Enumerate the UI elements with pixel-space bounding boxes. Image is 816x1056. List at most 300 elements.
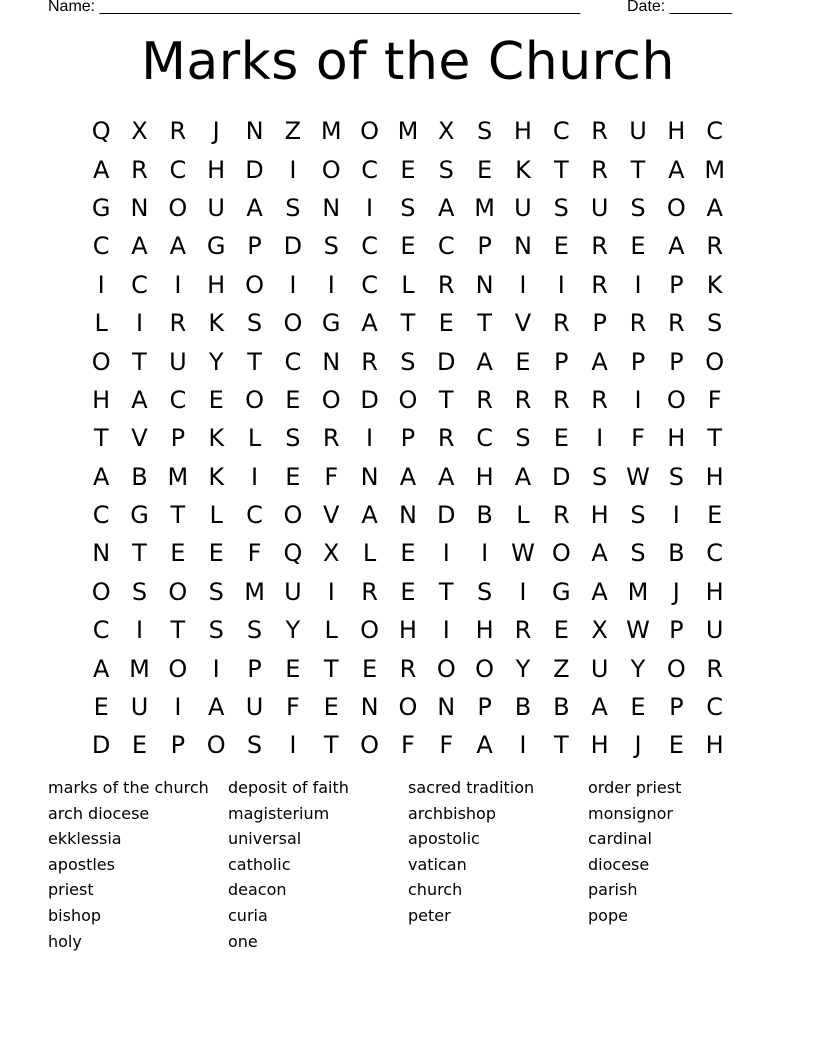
grid-letter: A <box>591 693 608 722</box>
grid-letter: P <box>554 347 569 376</box>
grid-letter: I <box>366 193 374 222</box>
grid-letter: T <box>93 424 109 453</box>
grid-letter: I <box>442 616 450 645</box>
grid-letter: H <box>590 501 609 530</box>
grid-letter: L <box>401 270 415 299</box>
grid-letter: H <box>92 385 111 414</box>
grid-letter: T <box>170 616 186 645</box>
grid-letter: D <box>283 232 303 261</box>
grid-letter: T <box>132 347 147 376</box>
word-list-item: ekklessia <box>48 829 122 849</box>
grid-letter: C <box>92 616 110 645</box>
grid-row <box>82 688 734 726</box>
grid-letter: K <box>208 424 225 453</box>
grid-letter: X <box>591 616 608 645</box>
grid-letter: O <box>666 385 686 414</box>
grid-letter: U <box>130 693 149 722</box>
grid-letter: R <box>591 155 608 184</box>
word-list-item: priest <box>48 880 94 900</box>
grid-letter: M <box>320 117 342 146</box>
grid-row <box>82 304 734 342</box>
grid-letter: K <box>208 309 225 338</box>
grid-letter: P <box>669 270 684 299</box>
word-list-item: one <box>228 931 258 951</box>
grid-letter: S <box>285 424 301 453</box>
word-list-item: apostolic <box>408 829 480 849</box>
grid-letter: S <box>323 232 339 261</box>
grid-letter: S <box>515 424 531 453</box>
grid-letter: K <box>515 155 531 184</box>
grid-letter: R <box>131 155 148 184</box>
grid-letter: E <box>630 693 646 722</box>
grid-letter: S <box>553 193 569 222</box>
grid-letter: O <box>398 693 418 722</box>
grid-letter: B <box>131 462 148 491</box>
grid-letter: H <box>513 117 532 146</box>
grid-letter: S <box>246 309 263 338</box>
grid-letter: E <box>285 654 301 683</box>
grid-letter: H <box>667 117 686 146</box>
grid-letter: C <box>361 155 378 184</box>
word-list-item: monsignor <box>588 803 673 823</box>
grid-letter: U <box>514 193 532 222</box>
grid-letter: N <box>322 193 341 222</box>
grid-letter: O <box>321 155 341 184</box>
grid-letter: I <box>481 539 489 568</box>
grid-letter: E <box>707 501 723 530</box>
name-field-label: Name: ______________________________________________________ <box>48 0 581 15</box>
grid-letter: O <box>666 654 686 683</box>
grid-letter: O <box>360 731 380 760</box>
grid-letter: Y <box>285 616 301 645</box>
grid-letter: B <box>476 501 493 530</box>
grid-letter: R <box>437 424 455 453</box>
grid-letter: S <box>246 616 263 645</box>
grid-row <box>82 611 734 649</box>
grid-letter: T <box>400 309 416 338</box>
grid-letter: K <box>706 270 723 299</box>
grid-letter: E <box>131 731 148 760</box>
grid-letter: V <box>131 424 148 453</box>
grid-letter: A <box>131 385 148 414</box>
grid-letter: E <box>170 539 186 568</box>
grid-letter: O <box>283 309 303 338</box>
grid-letter: L <box>94 309 108 338</box>
grid-letter: H <box>705 577 724 606</box>
grid-letter: E <box>553 424 569 453</box>
grid-letter: R <box>667 309 685 338</box>
grid-letter: F <box>285 693 300 722</box>
grid-letter: S <box>285 193 301 222</box>
grid-letter: H <box>590 731 609 760</box>
grid-letter: O <box>360 616 380 645</box>
grid-letter: O <box>705 347 725 376</box>
grid-letter: I <box>289 731 297 760</box>
grid-letter: R <box>399 654 417 683</box>
grid-letter: P <box>592 309 607 338</box>
date-field-label: Date: _______ <box>627 0 732 15</box>
grid-letter: O <box>475 654 495 683</box>
grid-letter: A <box>591 577 608 606</box>
grid-letter: C <box>552 117 570 146</box>
grid-letter: P <box>477 693 492 722</box>
grid-letter: F <box>707 385 722 414</box>
word-list-item: archbishop <box>408 803 496 823</box>
grid-letter: N <box>245 117 264 146</box>
grid-letter: W <box>511 539 535 568</box>
grid-letter: I <box>596 424 604 453</box>
grid-letter: M <box>704 155 726 184</box>
grid-letter: T <box>323 654 339 683</box>
grid-letter: E <box>208 385 224 414</box>
grid-letter: I <box>327 270 335 299</box>
grid-row <box>82 534 734 572</box>
grid-letter: E <box>553 616 569 645</box>
grid-letter: R <box>361 347 378 376</box>
grid-letter: S <box>668 462 684 491</box>
grid-letter: N <box>130 193 149 222</box>
grid-letter: U <box>169 347 187 376</box>
grid-letter: S <box>707 309 723 338</box>
grid-row <box>82 649 734 687</box>
grid-letter: C <box>92 232 110 261</box>
grid-letter: E <box>208 539 224 568</box>
grid-letter: F <box>324 462 339 491</box>
grid-letter: B <box>553 693 570 722</box>
grid-letter: A <box>706 193 723 222</box>
grid-letter: L <box>247 424 262 453</box>
grid-letter: S <box>400 347 416 376</box>
grid-letter: A <box>668 232 685 261</box>
grid-letter: N <box>513 232 532 261</box>
grid-letter: H <box>705 462 724 491</box>
grid-letter: I <box>251 462 259 491</box>
grid-letter: I <box>519 270 527 299</box>
grid-letter: I <box>327 577 335 606</box>
grid-letter: C <box>476 424 493 453</box>
grid-letter: B <box>514 693 532 722</box>
grid-letter: I <box>174 693 182 722</box>
grid-letter: E <box>438 309 454 338</box>
grid-letter: I <box>174 270 182 299</box>
grid-letter: K <box>208 462 225 491</box>
grid-letter: T <box>438 577 454 606</box>
grid-letter: E <box>515 347 531 376</box>
grid-letter: R <box>169 309 187 338</box>
grid-letter: M <box>627 577 649 606</box>
grid-letter: I <box>634 385 642 414</box>
grid-letter: E <box>93 693 109 722</box>
grid-letter: N <box>360 693 379 722</box>
grid-letter: G <box>206 232 226 261</box>
grid-letter: O <box>168 577 188 606</box>
grid-letter: I <box>135 616 144 645</box>
grid-letter: S <box>476 117 493 146</box>
grid-letter: I <box>672 501 680 530</box>
grid-letter: L <box>362 539 377 568</box>
grid-letter: G <box>551 577 571 606</box>
grid-letter: E <box>400 155 416 184</box>
grid-letter: F <box>401 731 415 760</box>
grid-letter: C <box>92 501 110 530</box>
grid-letter: G <box>130 501 149 530</box>
grid-letter: P <box>400 424 416 453</box>
grid-letter: W <box>626 462 650 491</box>
grid-letter: E <box>668 731 684 760</box>
word-list-item: vatican <box>408 854 467 874</box>
grid-letter: R <box>552 385 570 414</box>
grid-letter: O <box>551 539 571 568</box>
word-list-item: cardinal <box>588 829 652 849</box>
word-list-item: parish <box>588 880 638 900</box>
grid-row <box>82 726 734 764</box>
grid-letter: R <box>591 270 608 299</box>
grid-letter: R <box>552 309 570 338</box>
grid-letter: U <box>629 117 647 146</box>
grid-letter: S <box>400 193 416 222</box>
grid-letter: T <box>707 424 722 453</box>
grid-letter: U <box>590 654 609 683</box>
grid-letter: D <box>552 462 571 491</box>
grid-letter: O <box>666 193 686 222</box>
grid-letter: X <box>323 539 340 568</box>
grid-row <box>82 189 734 227</box>
grid-letter: E <box>285 462 301 491</box>
grid-letter: P <box>669 693 684 722</box>
grid-letter: S <box>630 193 646 222</box>
grid-letter: R <box>361 577 378 606</box>
grid-letter: C <box>437 232 455 261</box>
grid-letter: H <box>705 731 724 760</box>
grid-letter: C <box>284 347 302 376</box>
grid-letter: A <box>361 309 378 338</box>
grid-letter: M <box>167 462 189 491</box>
grid-letter: H <box>667 424 686 453</box>
grid-letter: E <box>553 232 569 261</box>
grid-letter: O <box>283 501 303 530</box>
grid-row <box>82 227 734 265</box>
grid-letter: S <box>630 501 646 530</box>
grid-letter: T <box>477 309 492 338</box>
grid-letter: M <box>397 117 419 146</box>
grid-letter: U <box>590 193 609 222</box>
grid-letter: F <box>247 539 262 568</box>
grid-letter: R <box>629 309 647 338</box>
grid-letter: F <box>439 731 454 760</box>
grid-letter: O <box>245 385 264 414</box>
grid-row <box>82 458 734 496</box>
grid-letter: T <box>630 155 646 184</box>
grid-letter: Q <box>283 539 303 568</box>
word-list-item: deacon <box>228 880 287 900</box>
grid-letter: R <box>169 117 187 146</box>
grid-letter: R <box>514 385 532 414</box>
grid-letter: I <box>97 270 105 299</box>
grid-letter: C <box>246 501 263 530</box>
grid-letter: U <box>207 193 225 222</box>
grid-letter: E <box>400 539 416 568</box>
word-list-item: universal <box>228 829 302 849</box>
grid-letter: U <box>284 577 302 606</box>
grid-letter: I <box>634 270 642 299</box>
grid-letter: J <box>672 577 680 606</box>
grid-letter: D <box>360 385 379 414</box>
grid-letter: O <box>91 577 111 606</box>
grid-letter: T <box>553 731 569 760</box>
grid-letter: M <box>244 577 265 606</box>
grid-letter: R <box>476 385 493 414</box>
grid-letter: O <box>436 654 456 683</box>
grid-letter: H <box>207 155 226 184</box>
grid-letter: A <box>169 232 187 261</box>
grid-letter: S <box>592 462 608 491</box>
grid-letter: Z <box>284 117 302 146</box>
grid-letter: C <box>361 270 378 299</box>
word-list <box>48 778 768 957</box>
word-list-item: catholic <box>228 854 291 874</box>
grid-letter: A <box>438 462 455 491</box>
grid-letter: G <box>91 193 111 222</box>
grid-letter: O <box>360 117 380 146</box>
grid-letter: A <box>92 155 110 184</box>
grid-letter: E <box>400 232 416 261</box>
grid-letter: H <box>398 616 417 645</box>
word-list-item: order priest <box>588 778 682 797</box>
grid-row <box>82 381 734 419</box>
grid-letter: R <box>591 385 608 414</box>
grid-letter: I <box>212 654 220 683</box>
grid-letter: O <box>168 654 188 683</box>
grid-letter: X <box>131 117 148 146</box>
grid-letter: A <box>476 731 493 760</box>
grid-letter: I <box>519 577 527 606</box>
word-list-item: marks of the church <box>48 778 209 797</box>
grid-row <box>82 573 734 611</box>
grid-letter: A <box>246 193 263 222</box>
grid-letter: E <box>285 385 301 414</box>
grid-letter: A <box>207 693 225 722</box>
grid-letter: W <box>626 616 650 645</box>
grid-letter: O <box>168 193 188 222</box>
grid-letter: N <box>398 501 417 530</box>
grid-letter: A <box>591 347 608 376</box>
grid-letter: R <box>706 232 724 261</box>
grid-letter: N <box>92 539 111 568</box>
grid-row <box>82 496 734 534</box>
word-list-item: peter <box>408 905 451 925</box>
grid-letter: H <box>475 616 494 645</box>
grid-letter: Y <box>208 347 224 376</box>
grid-letter: N <box>322 347 341 376</box>
word-list-item: magisterium <box>228 803 330 823</box>
grid-letter: C <box>169 155 187 184</box>
grid-row <box>82 150 734 188</box>
grid-letter: O <box>206 731 226 760</box>
grid-letter: I <box>289 270 297 299</box>
grid-letter: Y <box>630 654 646 683</box>
grid-letter: E <box>361 654 378 683</box>
grid-row <box>82 419 734 457</box>
grid-letter: L <box>324 616 338 645</box>
grid-letter: D <box>245 155 264 184</box>
grid-letter: A <box>668 155 685 184</box>
grid-letter: N <box>475 270 494 299</box>
grid-letter: J <box>212 117 220 146</box>
grid-letter: P <box>477 232 492 261</box>
grid-letter: T <box>170 501 186 530</box>
word-list-item: sacred tradition <box>408 778 535 797</box>
grid-letter: O <box>321 385 341 414</box>
grid-letter: S <box>476 577 493 606</box>
grid-letter: I <box>289 155 297 184</box>
grid-letter: P <box>247 654 262 683</box>
grid-letter: R <box>591 117 608 146</box>
grid-letter: U <box>245 693 264 722</box>
grid-letter: L <box>516 501 530 530</box>
word-list-item: apostles <box>48 854 115 874</box>
grid-letter: F <box>631 424 645 453</box>
grid-letter: N <box>437 693 456 722</box>
grid-letter: C <box>706 117 724 146</box>
grid-letter: A <box>438 193 455 222</box>
grid-letter: R <box>514 616 532 645</box>
grid-letter: O <box>245 270 264 299</box>
header <box>48 0 748 18</box>
grid-letter: P <box>669 347 684 376</box>
grid-letter: E <box>400 577 416 606</box>
grid-letter: L <box>209 501 223 530</box>
word-list-item: holy <box>48 931 82 951</box>
grid-letter: A <box>92 654 110 683</box>
word-list-item: pope <box>588 905 628 925</box>
grid-letter: H <box>475 462 494 491</box>
grid-letter: A <box>361 501 378 530</box>
grid-letter: B <box>668 539 685 568</box>
grid-letter: R <box>706 654 724 683</box>
grid-letter: C <box>131 270 148 299</box>
grid-letter: S <box>438 155 454 184</box>
word-list-item: arch diocese <box>48 803 150 823</box>
grid-letter: Z <box>553 654 570 683</box>
word-list-item: church <box>408 880 463 900</box>
grid-letter: Q <box>91 117 111 146</box>
grid-letter: E <box>630 232 646 261</box>
grid-letter: T <box>438 385 454 414</box>
grid-letter: T <box>247 347 262 376</box>
grid-letter: T <box>132 539 147 568</box>
grid-letter: S <box>208 616 224 645</box>
grid-letter: P <box>170 424 186 453</box>
grid-letter: O <box>398 385 418 414</box>
grid-letter: I <box>519 731 527 760</box>
grid-letter: D <box>437 347 456 376</box>
grid-letter: P <box>170 731 186 760</box>
grid-letter: C <box>361 232 378 261</box>
grid-letter: R <box>552 501 570 530</box>
grid-letter: C <box>706 693 724 722</box>
grid-letter: C <box>169 385 187 414</box>
grid-letter: A <box>92 462 110 491</box>
grid-letter: I <box>557 270 565 299</box>
grid-letter: V <box>323 501 340 530</box>
grid-letter: H <box>207 270 226 299</box>
grid-letter: V <box>514 309 532 338</box>
grid-letter: T <box>323 731 339 760</box>
grid-letter: E <box>477 155 493 184</box>
grid-letter: D <box>91 731 111 760</box>
grid-letter: S <box>630 539 646 568</box>
grid-letter: I <box>366 424 374 453</box>
